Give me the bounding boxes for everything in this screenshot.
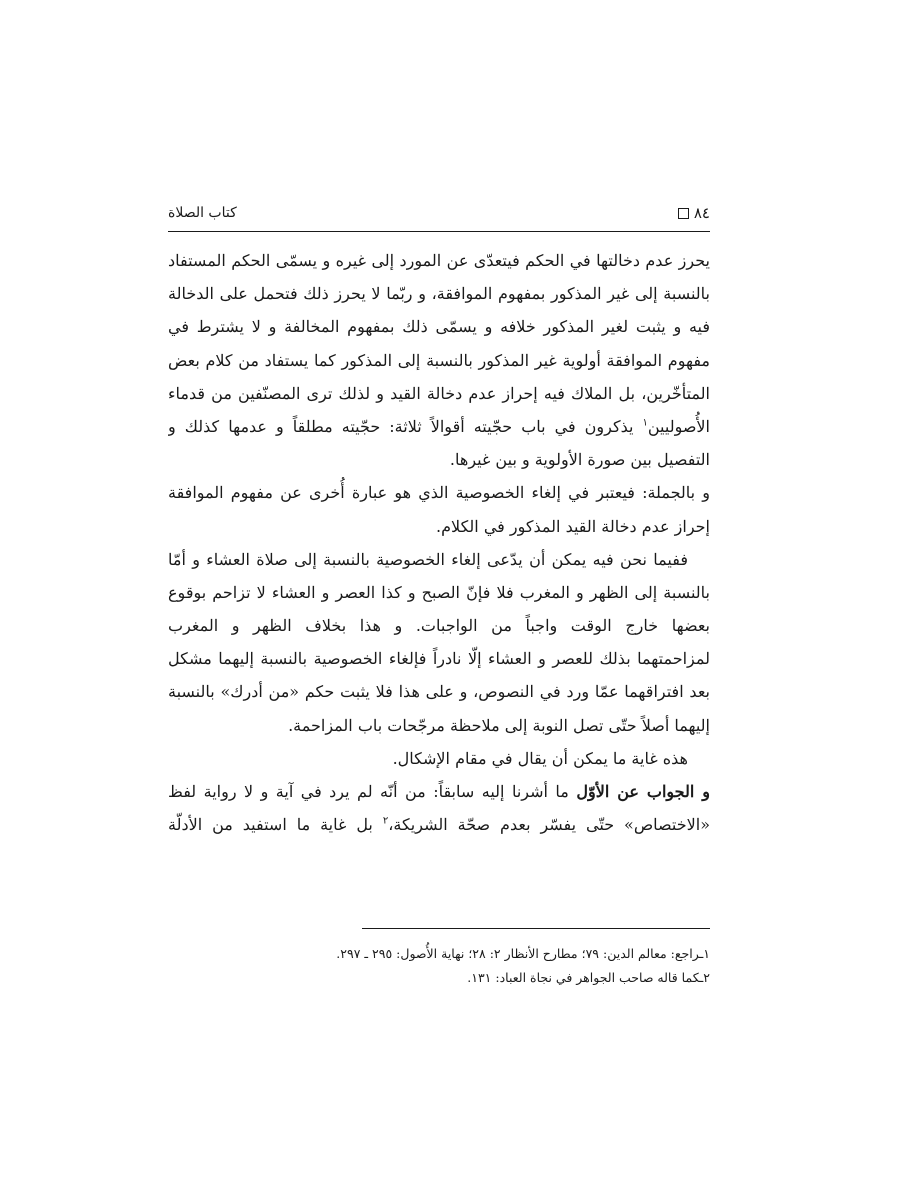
page-header (168, 202, 710, 226)
text-line: ففيما نحن فيه يمكن أن يدّعى إلغاء الخصوصية بالنسبة إلى صلاة العشاء و أمّا (168, 549, 688, 569)
bold-lead: و الجواب عن الأوّل (576, 782, 710, 801)
page-number-group (678, 202, 710, 224)
text-segment: بل غاية ما استفيد من الأدلّة (168, 815, 373, 835)
text-line: إحراز عدم دخالة القيد المذكور في الكلام. (436, 516, 710, 536)
body-text (168, 244, 710, 841)
text-segment: يذكرون في باب حجّيته أقوالاً ثلاثة: حجّيته مطلقاً و عدمها كذلك و (168, 416, 634, 436)
text-line: مفهوم الموافقة أولوية غير المذكور بالنسبة إلى المذكور كما يستفاد من كلام بعض (168, 350, 710, 370)
text-line: يحرز عدم دخالتها في الحكم فيتعدّى عن المورد إلى غيره و يسمّى الحكم المستفاد (168, 251, 710, 270)
footnotes (168, 942, 710, 990)
text-line: بعد افتراقهما عمّا ورد في النصوص، و على هذا فلا يثبت حكم «من أدرك» بالنسبة (168, 682, 710, 702)
text-line: و بالجملة: فيعتبر في إلغاء الخصوصية الذي هو عبارة أُخرى عن مفهوم الموافقة (168, 483, 710, 503)
footnote-item: ٢ـكما قاله صاحب الجواهر في نجاة العباد: ١٣١. (467, 970, 710, 985)
footnote-ref-1[interactable]: ١ (642, 417, 648, 429)
text-line-with-note (168, 808, 710, 841)
text-line-with-note (168, 410, 710, 443)
text-segment: ما أشرنا إليه سابقاً: من أنّه لم يرد في آية و لا رواية لفظ (168, 782, 569, 801)
text-segment: الأُصوليين (647, 416, 710, 436)
square-box-icon (678, 208, 689, 219)
text-line: بالنسبة إلى الظهر و المغرب فلا فإنّ الصبح و كذا العصر و العشاء لا تزاحم بوقوع (168, 582, 710, 602)
text-line: بالنسبة إلى غير المذكور بمفهوم الموافقة، و ربّما لا يحرز ذلك فتحمل على الدخالة (168, 284, 710, 304)
text-segment: «الاختصاص» حتّى يفسّر بعدم صحّة الشريكة، (388, 815, 710, 835)
footnote-divider (362, 928, 710, 929)
footnote-item: ١ـراجع: معالم الدين: ٧٩؛ مطارح الأنظار ٢: ٢٨؛ نهاية الأُصول: ٢٩٥ ـ ٢٩٧. (336, 946, 710, 961)
header-divider (168, 231, 710, 232)
text-line: بعضها خارج الوقت واجباً من الواجبات. و هذا بخلاف الظهر و المغرب (168, 616, 710, 636)
book-title: كتاب الصلاة (168, 205, 237, 221)
text-line: لمزاحمتهما بذلك للعصر و العشاء إلّا نادراً فإلغاء الخصوصية بالنسبة إليهما مشكل (168, 649, 710, 669)
text-line: فيه و يثبت لغير المذكور خلافه و يسمّى ذلك بمفهوم المخالفة و لا يشترط في (168, 317, 710, 337)
page-number: ٨٤ (693, 204, 710, 222)
text-line: هذه غاية ما يمكن أن يقال في مقام الإشكال. (392, 748, 688, 768)
text-line: المتأخّرين، بل الملاك فيه إحراز عدم دخالة القيد و لذلك ترى المصنّفين من قدماء (168, 383, 710, 403)
text-line: إليهما أصلاً حتّى تصل النوبة إلى ملاحظة مرجّحات باب المزاحمة. (288, 715, 710, 735)
footnote-ref-2[interactable]: ٢ (382, 815, 389, 827)
text-line: التفصيل بين صورة الأولوية و بين غيرها. (449, 450, 710, 470)
text-line-with-bold (168, 775, 710, 808)
